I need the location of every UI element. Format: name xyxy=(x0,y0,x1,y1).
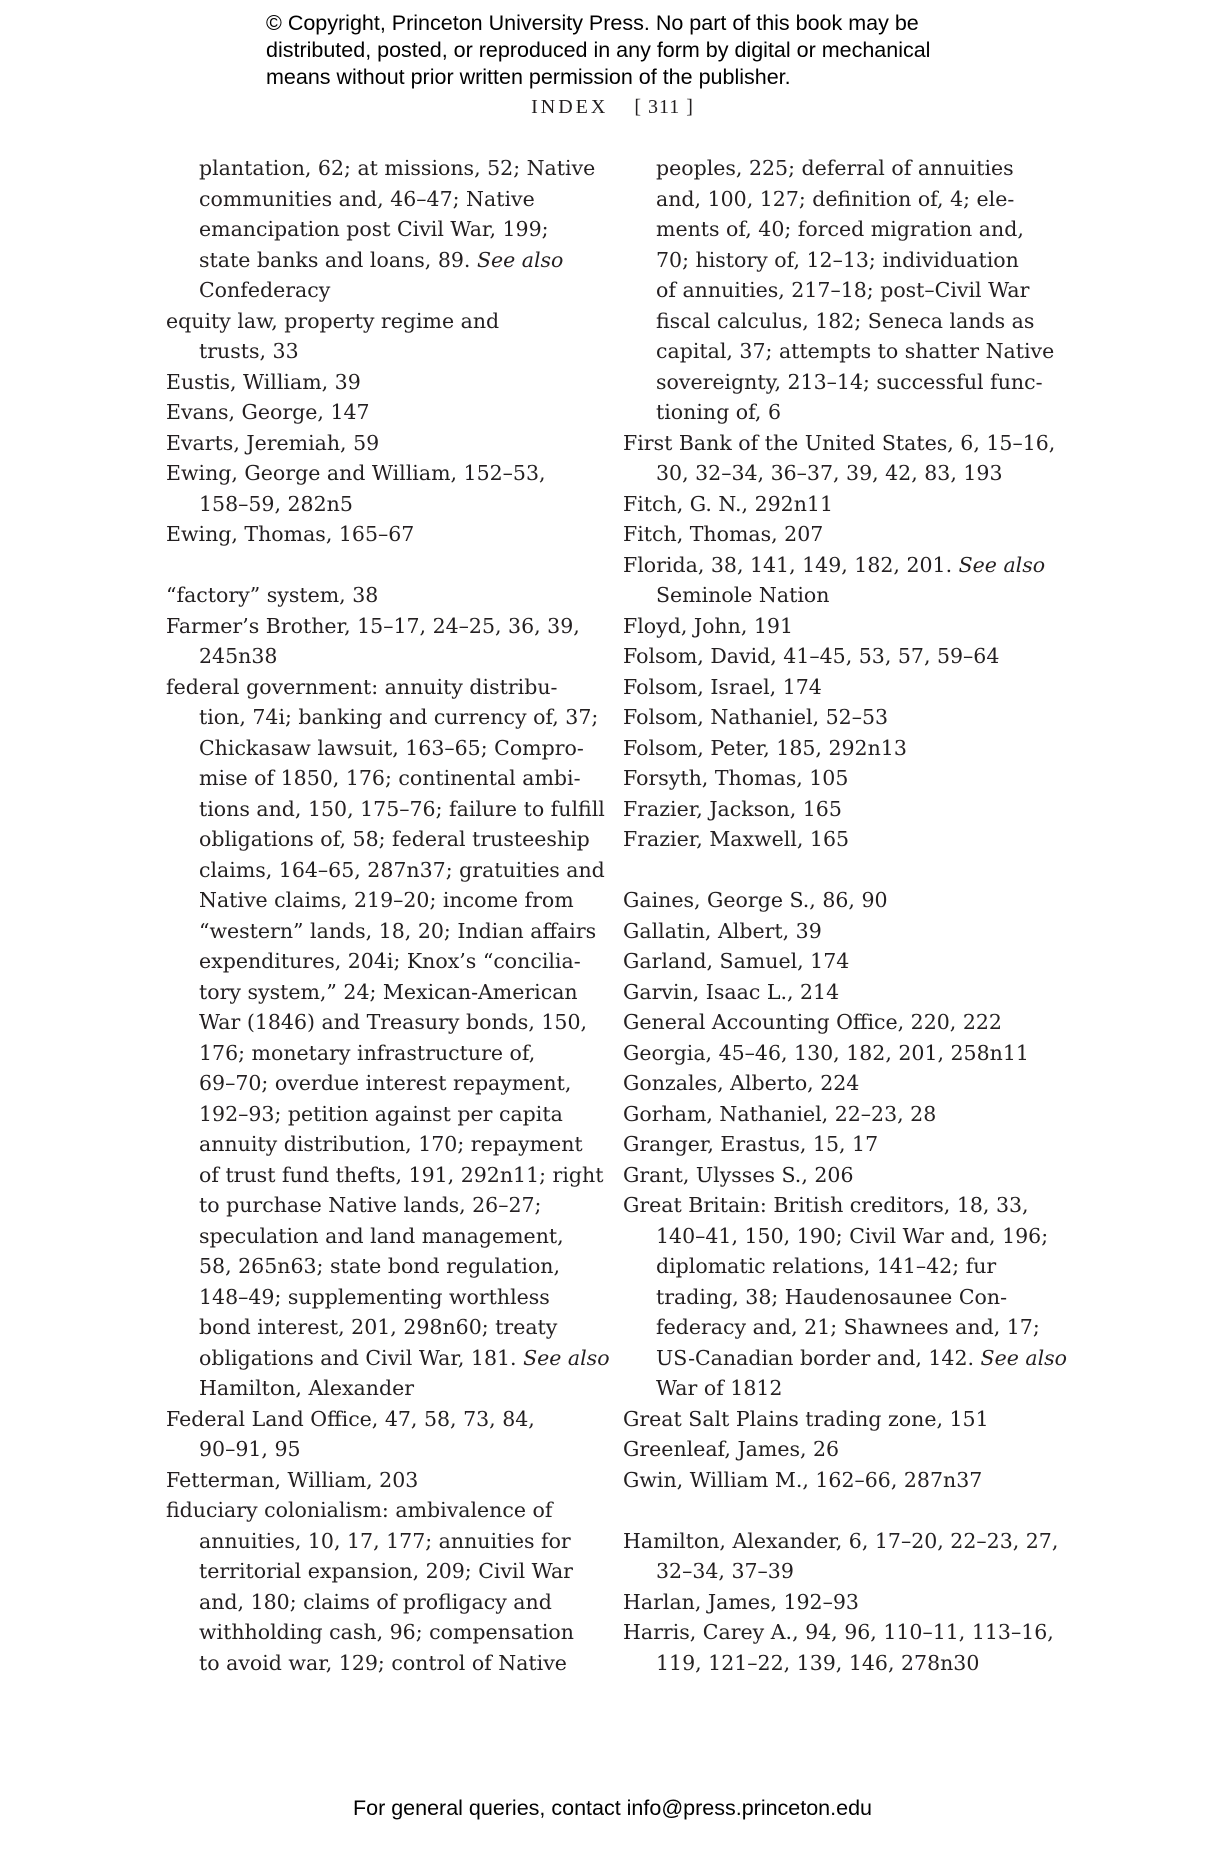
index-entry: Gallatin, Albert, 39 xyxy=(623,918,822,943)
copyright-notice xyxy=(266,10,1026,91)
index-entry-continuation: Seminole Nation xyxy=(656,583,830,607)
index-entry: Floyd, John, 191 xyxy=(623,613,793,638)
index-entry: federal government: annuity distribu- xyxy=(166,674,558,699)
index-entry: Harlan, James, 192–93 xyxy=(623,1589,859,1614)
index-entry: Eustis, William, 39 xyxy=(166,369,361,394)
see-also-reference: See also xyxy=(476,247,564,272)
index-entry-continuation: trusts, 33 xyxy=(199,339,299,363)
see-also-reference: See also xyxy=(958,552,1046,577)
index-entry: Gwin, William M., 162–66, 287n37 xyxy=(623,1467,983,1492)
index-entry-continuation: withholding cash, 96; compensation xyxy=(199,1620,574,1644)
index-column-left xyxy=(166,153,610,1678)
index-entry: Evans, George, 147 xyxy=(166,400,370,424)
index-entry-continuation: mise of 1850, 176; continental ambi- xyxy=(199,766,581,790)
see-also-reference: See also xyxy=(523,1345,610,1370)
index-entry: First Bank of the United States, 6, 15–16, xyxy=(623,430,1056,455)
index-entry-continuation: state banks and loans, 89. See also xyxy=(199,247,564,272)
index-entry-continuation: obligations and Civil War, 181. See also xyxy=(199,1345,610,1370)
index-entry-continuation: “western” lands, 18, 20; Indian affairs xyxy=(199,918,597,943)
index-entry-continuation: of trust fund thefts, 191, 292n11; right xyxy=(199,1162,604,1187)
index-entry: Folsom, Israel, 174 xyxy=(623,674,822,699)
index-entry: equity law, property regime and xyxy=(166,308,500,333)
index-entry: Ewing, Thomas, 165–67 xyxy=(166,522,415,546)
running-head xyxy=(0,94,1225,120)
index-entry-continuation: emancipation post Civil War, 199; xyxy=(199,217,549,241)
index-entry-continuation: to purchase Native lands, 26–27; xyxy=(199,1193,542,1217)
index-entry: “factory” system, 38 xyxy=(166,583,379,607)
letter-section-gap xyxy=(623,855,1063,886)
index-entry-continuation: War of 1812 xyxy=(656,1376,783,1400)
index-entry: Fitch, G. N., 292n11 xyxy=(623,491,834,516)
index-entry-continuation: 158–59, 282n5 xyxy=(199,491,353,516)
index-entry: Hamilton, Alexander, 6, 17–20, 22–23, 27, xyxy=(623,1528,1059,1553)
index-entry-continuation: fiscal calculus, 182; Seneca lands as xyxy=(656,308,1035,333)
index-entry: Garland, Samuel, 174 xyxy=(623,949,850,973)
index-entry-continuation: 176; monetary infrastructure of, xyxy=(199,1040,536,1065)
index-entry-continuation: 30, 32–34, 36–37, 39, 42, 83, 193 xyxy=(656,461,1003,485)
index-entry: Folsom, Peter, 185, 292n13 xyxy=(623,735,907,760)
index-entry: Gonzales, Alberto, 224 xyxy=(623,1071,860,1095)
index-entry-continuation: War (1846) and Treasury bonds, 150, xyxy=(199,1010,588,1034)
index-entry-continuation: Confederacy xyxy=(199,278,331,302)
index-entry: Folsom, David, 41–45, 53, 57, 59–64 xyxy=(623,644,1000,668)
index-entry-continuation: sovereignty, 213–14; successful func- xyxy=(656,369,1043,394)
letter-section-gap xyxy=(623,1495,1063,1526)
index-entry: Federal Land Office, 47, 58, 73, 84, xyxy=(166,1406,535,1431)
index-entry-continuation: peoples, 225; deferral of annuities xyxy=(656,156,1014,180)
index-entry: Granger, Erastus, 15, 17 xyxy=(623,1132,879,1156)
index-entry-continuation: 90–91, 95 xyxy=(199,1437,301,1461)
index-entry-continuation: Chickasaw lawsuit, 163–65; Compro- xyxy=(199,735,584,760)
see-also-reference: See also xyxy=(980,1345,1067,1370)
index-entry: Greenleaf, James, 26 xyxy=(623,1437,840,1461)
index-entry: Gorham, Nathaniel, 22–23, 28 xyxy=(623,1101,937,1126)
index-entry-continuation: ments of, 40; forced migration and, xyxy=(656,217,1024,241)
copyright-line: distributed, posted, or reproduced in any form by digital or mechanical xyxy=(266,38,931,62)
index-entry-continuation: 245n38 xyxy=(199,644,278,668)
index-entry: Frazier, Maxwell, 165 xyxy=(623,827,850,851)
index-entry: Fetterman, William, 203 xyxy=(166,1467,419,1492)
index-entry: Evarts, Jeremiah, 59 xyxy=(166,430,380,455)
index-entry-continuation: expenditures, 204i; Knox’s “concilia- xyxy=(199,949,581,973)
index-entry: Florida, 38, 141, 149, 182, 201. See also xyxy=(623,552,1046,577)
index-entry: Folsom, Nathaniel, 52–53 xyxy=(623,705,889,729)
index-entry: Ewing, George and William, 152–53, xyxy=(166,461,546,485)
index-entry-continuation: Hamilton, Alexander xyxy=(199,1376,414,1400)
index-entry-continuation: obligations of, 58; federal trusteeship xyxy=(199,827,590,851)
index-entry-continuation: plantation, 62; at missions, 52; Native xyxy=(199,156,596,180)
index-entry: Great Salt Plains trading zone, 151 xyxy=(623,1406,989,1431)
index-entry-continuation: 140–41, 150, 190; Civil War and, 196; xyxy=(656,1223,1049,1248)
index-entry: Gaines, George S., 86, 90 xyxy=(623,888,888,912)
index-entry-continuation: federacy and, 21; Shawnees and, 17; xyxy=(656,1315,1040,1339)
copyright-line: © Copyright, Princeton University Press. No part of this book may be xyxy=(266,11,919,35)
copyright-line: means without prior written permission of the publisher. xyxy=(266,65,791,89)
index-entry-continuation: capital, 37; attempts to shatter Native xyxy=(656,339,1055,363)
index-entry: General Accounting Office, 220, 222 xyxy=(623,1010,1002,1034)
index-entry-continuation: tioning of, 6 xyxy=(656,400,782,424)
index-entry-continuation: diplomatic relations, 141–42; fur xyxy=(656,1254,997,1278)
index-entry-continuation: and, 100, 127; definition of, 4; ele- xyxy=(656,186,1015,211)
index-entry-continuation: and, 180; claims of profligacy and xyxy=(199,1589,552,1614)
index-entry-continuation: tions and, 150, 175–76; failure to fulfill xyxy=(199,796,605,821)
page-number: [ 311 ] xyxy=(634,96,694,118)
running-head-title: INDEX xyxy=(531,96,609,118)
index-entry-continuation: communities and, 46–47; Native xyxy=(199,186,535,211)
index-entry-continuation: bond interest, 201, 298n60; treaty xyxy=(199,1315,558,1339)
index-entry-continuation: 32–34, 37–39 xyxy=(656,1559,794,1583)
index-entry-continuation: of annuities, 217–18; post–Civil War xyxy=(656,278,1030,302)
index-entry-continuation: 148–49; supplementing worthless xyxy=(199,1284,550,1309)
letter-section-gap xyxy=(166,550,586,581)
index-entry-continuation: US-Canadian border and, 142. See also xyxy=(656,1345,1067,1370)
index-entry-continuation: 70; history of, 12–13; individuation xyxy=(656,247,1019,272)
index-entry-continuation: annuities, 10, 17, 177; annuities for xyxy=(199,1528,571,1553)
index-entry: Great Britain: British creditors, 18, 33, xyxy=(623,1193,1029,1217)
index-entry-continuation: tory system,” 24; Mexican-American xyxy=(199,979,578,1004)
index-entry-continuation: tion, 74i; banking and currency of, 37; xyxy=(199,705,599,729)
index-entry-continuation: annuity distribution, 170; repayment xyxy=(199,1132,583,1156)
index-entry-continuation: trading, 38; Haudenosaunee Con- xyxy=(656,1284,1007,1309)
index-entry-continuation: speculation and land management, xyxy=(199,1223,564,1248)
index-entry: fiduciary colonialism: ambivalence of xyxy=(166,1498,553,1522)
index-entry-continuation: 119, 121–22, 139, 146, 278n30 xyxy=(656,1650,980,1675)
index-entry: Forsyth, Thomas, 105 xyxy=(623,766,849,790)
footer-contact: For general queries, contact info@press.princeton.edu xyxy=(352,1796,872,1820)
index-entry-continuation: 58, 265n63; state bond regulation, xyxy=(199,1254,561,1278)
index-entry: Georgia, 45–46, 130, 182, 201, 258n11 xyxy=(623,1040,1029,1065)
index-entry-continuation: to avoid war, 129; control of Native xyxy=(199,1650,567,1675)
index-entry-continuation: 192–93; petition against per capita xyxy=(199,1101,563,1126)
index-entry: Harris, Carey A., 94, 96, 110–11, 113–16, xyxy=(623,1620,1054,1644)
index-entry-continuation: claims, 164–65, 287n37; gratuities and xyxy=(199,857,605,882)
index-entry-continuation: territorial expansion, 209; Civil War xyxy=(199,1559,573,1583)
index-entry: Grant, Ulysses S., 206 xyxy=(623,1162,854,1187)
index-entry-continuation: Native claims, 219–20; income from xyxy=(199,888,574,912)
index-column-right xyxy=(623,153,1067,1678)
index-entry: Farmer’s Brother, 15–17, 24–25, 36, 39, xyxy=(166,613,580,638)
index-entry: Frazier, Jackson, 165 xyxy=(623,796,842,821)
index-entry: Garvin, Isaac L., 214 xyxy=(623,979,840,1004)
index-entry-continuation: 69–70; overdue interest repayment, xyxy=(199,1071,572,1095)
index-entry: Fitch, Thomas, 207 xyxy=(623,522,824,546)
